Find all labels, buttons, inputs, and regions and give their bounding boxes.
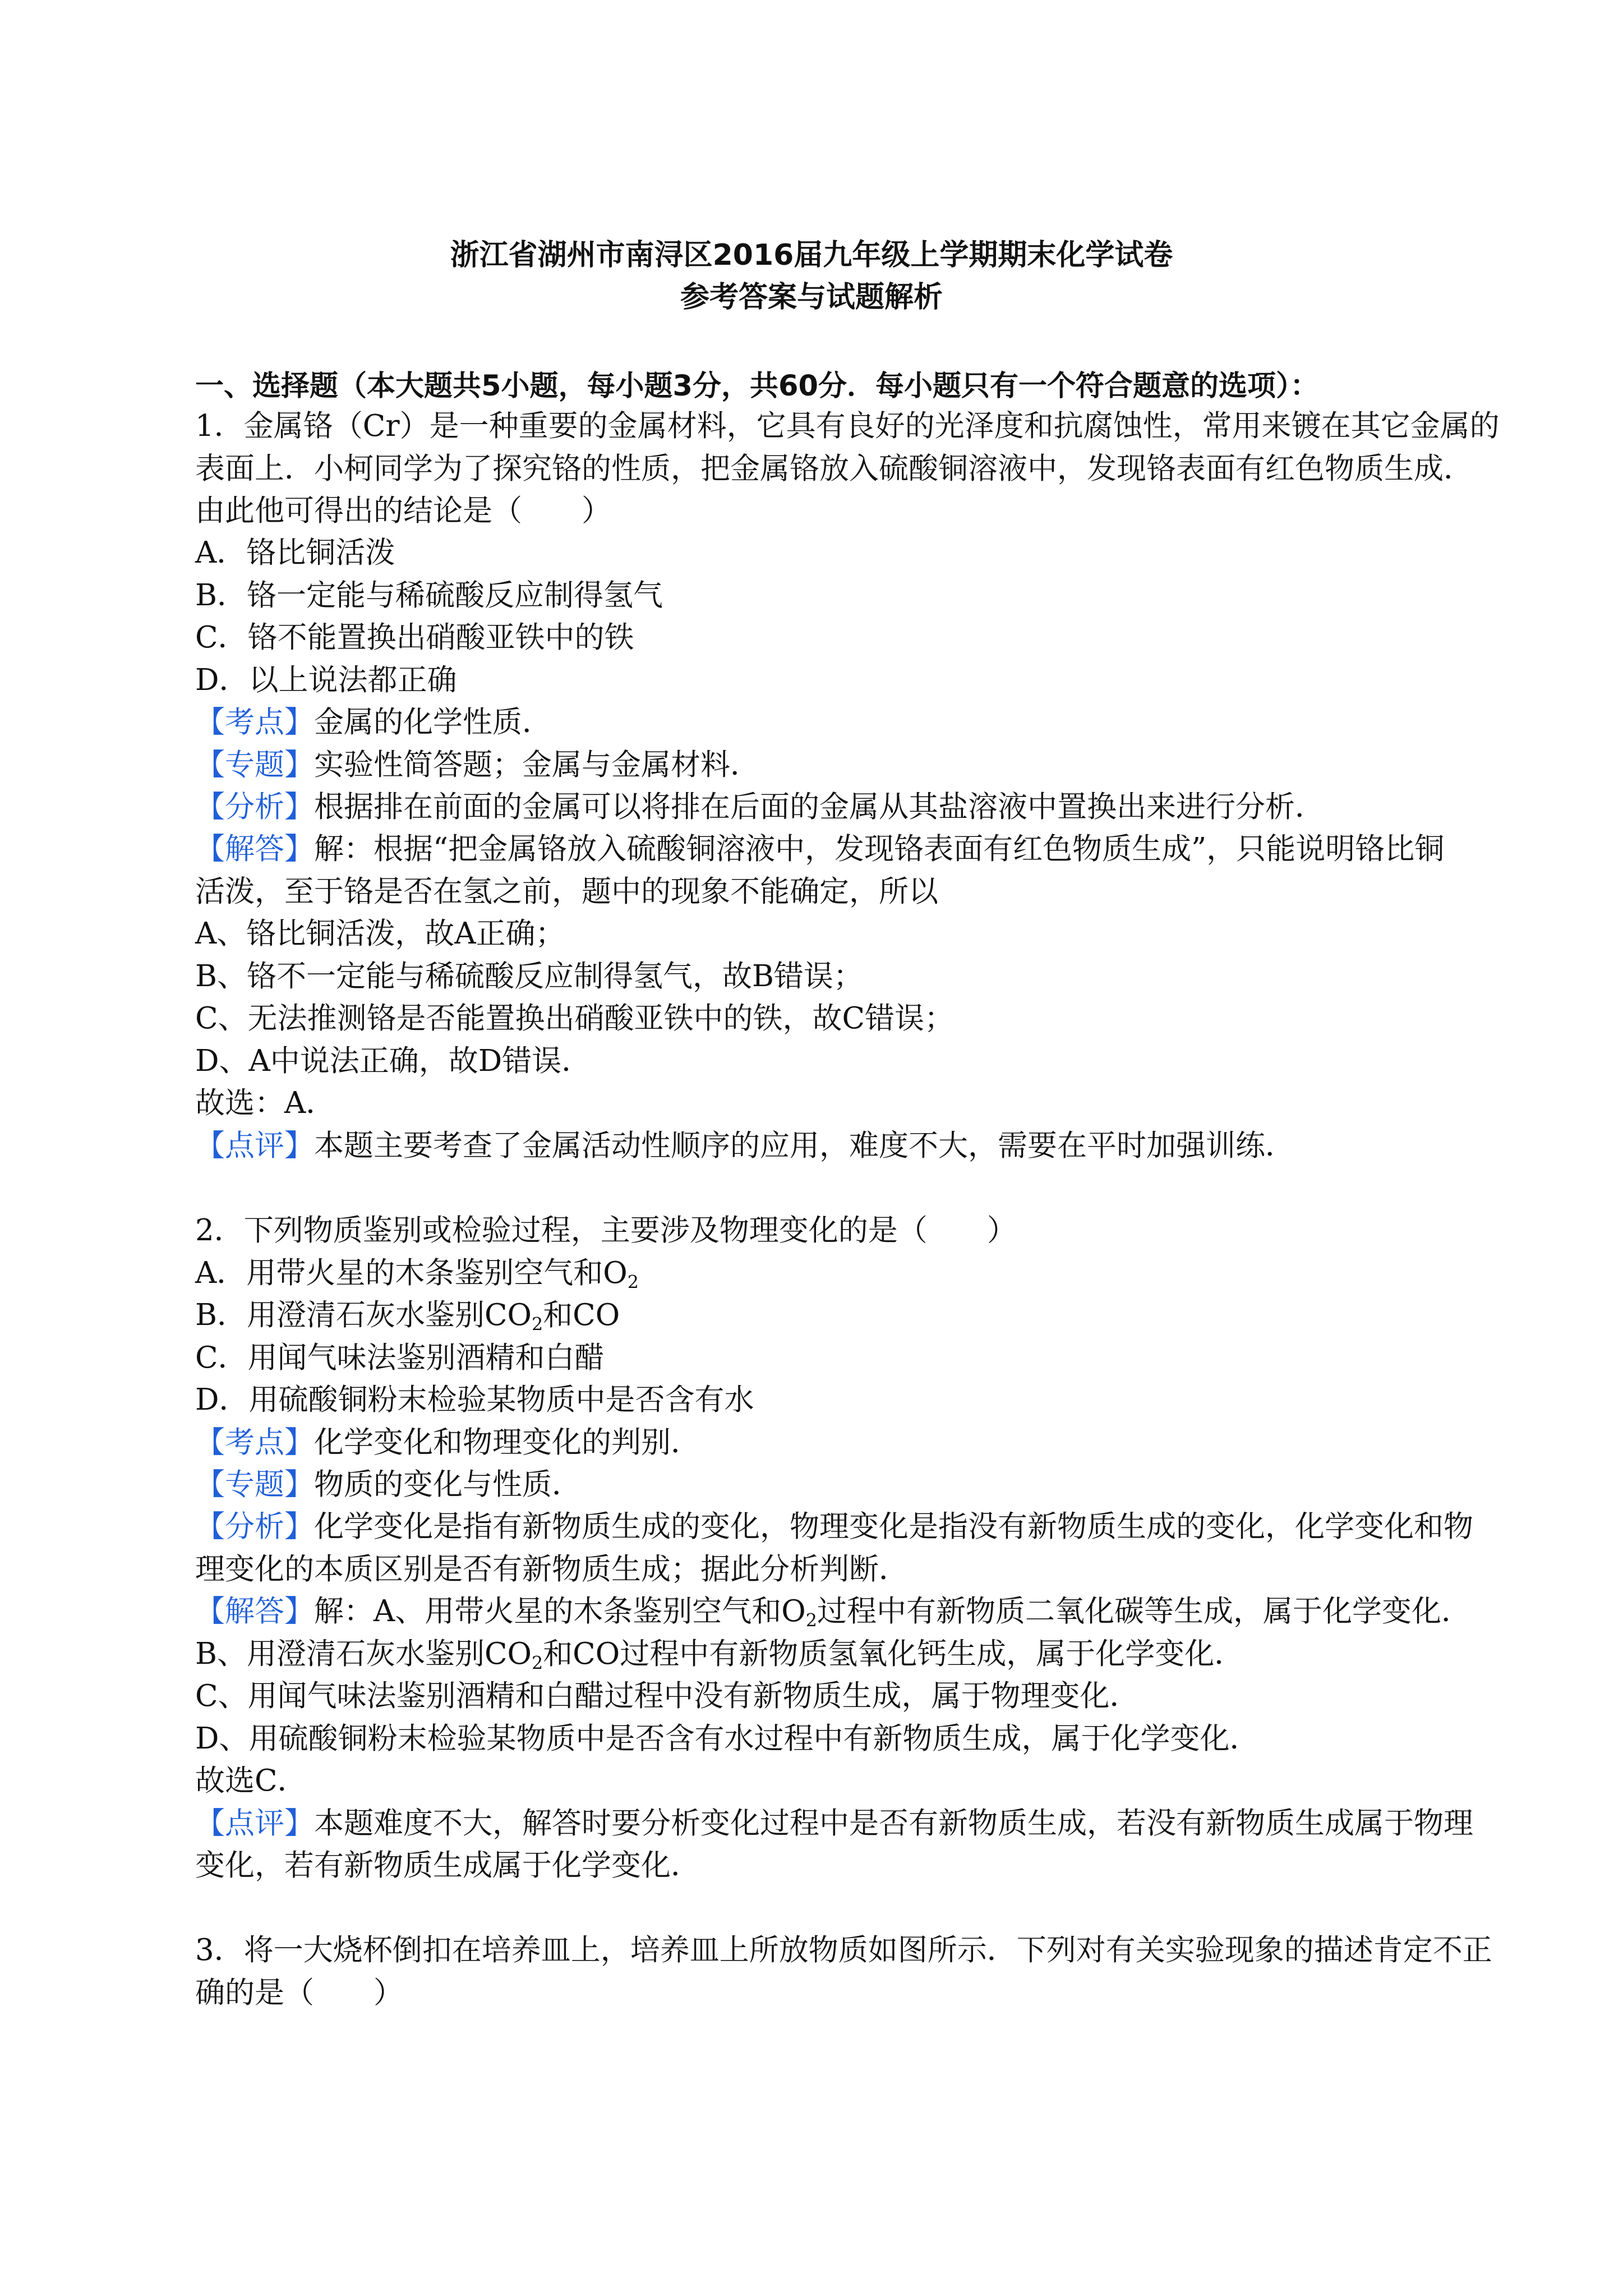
document-subtitle: 参考答案与试题解析 [680, 280, 943, 314]
subscript: 2 [805, 1610, 817, 1631]
q2-jieda [195, 1594, 1471, 1630]
q2-option-c: C．用闻气味法鉴别酒精和白醋 [195, 1341, 605, 1375]
q2-option-d: D．用硫酸铜粉末检验某物质中是否含有水 [195, 1383, 754, 1417]
q2-jieda-a-tail: 过程中有新物质二氧化碳等生成，属于化学变化． [817, 1594, 1471, 1628]
jieda-tag: 【解答】 [195, 832, 314, 866]
q2-jieda-b-tail: 和CO过程中有新物质氢氧化钙生成，属于化学变化． [543, 1637, 1244, 1671]
q2-zhuanti-text: 物质的变化与性质． [314, 1467, 582, 1502]
q1-jieda-line-5: C、无法推测铬是否能置换出硝酸亚铁中的铁，故C错误； [195, 1001, 955, 1036]
q1-kaodian-text: 金属的化学性质． [314, 705, 552, 739]
q2-kaodian-text: 化学变化和物理变化的判别． [314, 1425, 700, 1460]
q1-option-d: D．以上说法都正确 [195, 663, 457, 697]
zhuanti-tag: 【专题】 [195, 1467, 314, 1502]
q1-dianping-text: 本题主要考查了金属活动性顺序的应用，难度不大，需要在平时加强训练． [314, 1129, 1295, 1163]
jieda-tag: 【解答】 [195, 1594, 314, 1628]
q2-jieda-b [195, 1636, 1244, 1672]
dianping-tag: 【点评】 [195, 1129, 314, 1163]
section-heading: 一、选择题（本大题共5小题，每小题3分，共60分．每小题只有一个符合题意的选项）： [195, 370, 1319, 403]
q2-dianping-line-1: 本题难度不大，解答时要分析变化过程中是否有新物质生成，若没有新物质生成属于物理 [314, 1806, 1473, 1841]
document-title: 浙江省湖州市南浔区2016届九年级上学期期末化学试卷 [450, 238, 1173, 272]
q1-zhuanti-text: 实验性简答题；金属与金属材料． [314, 748, 760, 782]
q1-answer: 故选：A． [195, 1086, 336, 1120]
q1-option-a: A．铬比铜活泼 [195, 536, 395, 570]
q1-jieda-line-2: 活泼，至于铬是否在氢之前，题中的现象不能确定，所以 [195, 875, 938, 909]
fenxi-tag: 【分析】 [195, 1510, 314, 1544]
q1-option-c: C．铬不能置换出硝酸亚铁中的铁 [195, 620, 634, 655]
q2-jieda-b-text: B、用澄清石灰水鉴别CO [195, 1637, 532, 1671]
q2-jieda-c: C、用闻气味法鉴别酒精和白醋过程中没有新物质生成，属于物理变化． [195, 1679, 1140, 1713]
q1-stem-line-1: 1．金属铬（Cr）是一种重要的金属材料，它具有良好的光泽度和抗腐蚀性，常用来镀在其它金属的 [195, 409, 1500, 443]
subscript: 2 [627, 1272, 639, 1293]
q3-stem-line-1: 3．将一大烧杯倒扣在培养皿上，培养皿上所放物质如图所示．下列对有关实验现象的描述肯定不正 [195, 1933, 1492, 1967]
q2-option-b-text: B．用澄清石灰水鉴别CO [195, 1298, 532, 1332]
q2-dianping [195, 1806, 1473, 1842]
q2-option-a [195, 1255, 639, 1291]
q2-fenxi [195, 1509, 1473, 1545]
q1-fenxi [195, 789, 1325, 825]
q2-fenxi-line-1: 化学变化是指有新物质生成的变化，物理变化是指没有新物质生成的变化，化学变化和物 [314, 1510, 1473, 1544]
q1-fenxi-text: 根据排在前面的金属可以将排在后面的金属从其盐溶液中置换出来进行分析． [314, 790, 1325, 824]
q2-stem: 2．下列物质鉴别或检验过程，主要涉及物理变化的是（ ） [195, 1213, 1017, 1248]
q2-option-a-text: A．用带火星的木条鉴别空气和O [195, 1256, 628, 1290]
q1-jieda-line-4: B、铬不一定能与稀硫酸反应制得氢气，故B错误； [195, 959, 863, 993]
kaodian-tag: 【考点】 [195, 1425, 314, 1460]
q1-option-b: B．铬一定能与稀硫酸反应制得氢气 [195, 578, 663, 613]
q1-dianping [195, 1128, 1295, 1164]
q1-jieda [195, 831, 1444, 867]
q3-stem-line-2: 确的是（ ） [195, 1976, 403, 2010]
fenxi-tag: 【分析】 [195, 790, 314, 824]
q1-jieda-line-6: D、A中说法正确，故D错误． [195, 1044, 592, 1078]
subscript: 2 [531, 1314, 543, 1335]
q2-kaodian [195, 1425, 700, 1461]
q1-jieda-line-3: A、铬比铜活泼，故A正确； [195, 917, 565, 951]
q1-stem-line-2: 表面上．小柯同学为了探究铬的性质，把金属铬放入硫酸铜溶液中，发现铬表面有红色物质生成． [195, 452, 1473, 486]
q2-option-b [195, 1297, 620, 1333]
q2-jieda-d: D、用硫酸铜粉末检验某物质中是否含有水过程中有新物质生成，属于化学变化． [195, 1722, 1260, 1756]
zhuanti-tag: 【专题】 [195, 748, 314, 782]
dianping-tag: 【点评】 [195, 1806, 314, 1841]
q2-answer: 故选C． [195, 1764, 307, 1798]
q1-zhuanti [195, 747, 760, 783]
q1-kaodian [195, 705, 552, 740]
q1-stem-line-3: 由此他可得出的结论是（ ） [195, 494, 611, 528]
q2-fenxi-line-2: 理变化的本质区别是否有新物质生成；据此分析判断． [195, 1552, 909, 1586]
q2-zhuanti [195, 1467, 582, 1503]
q2-jieda-a: 解：A、用带火星的木条鉴别空气和O [314, 1594, 806, 1628]
q2-option-b-text-tail: 和CO [543, 1298, 620, 1332]
q1-jieda-line-1: 解：根据“把金属铬放入硫酸铜溶液中，发现铬表面有红色物质生成”，只能说明铬比铜 [314, 832, 1445, 866]
q2-dianping-line-2: 变化，若有新物质生成属于化学变化． [195, 1848, 700, 1883]
subscript: 2 [531, 1653, 543, 1674]
kaodian-tag: 【考点】 [195, 705, 314, 739]
